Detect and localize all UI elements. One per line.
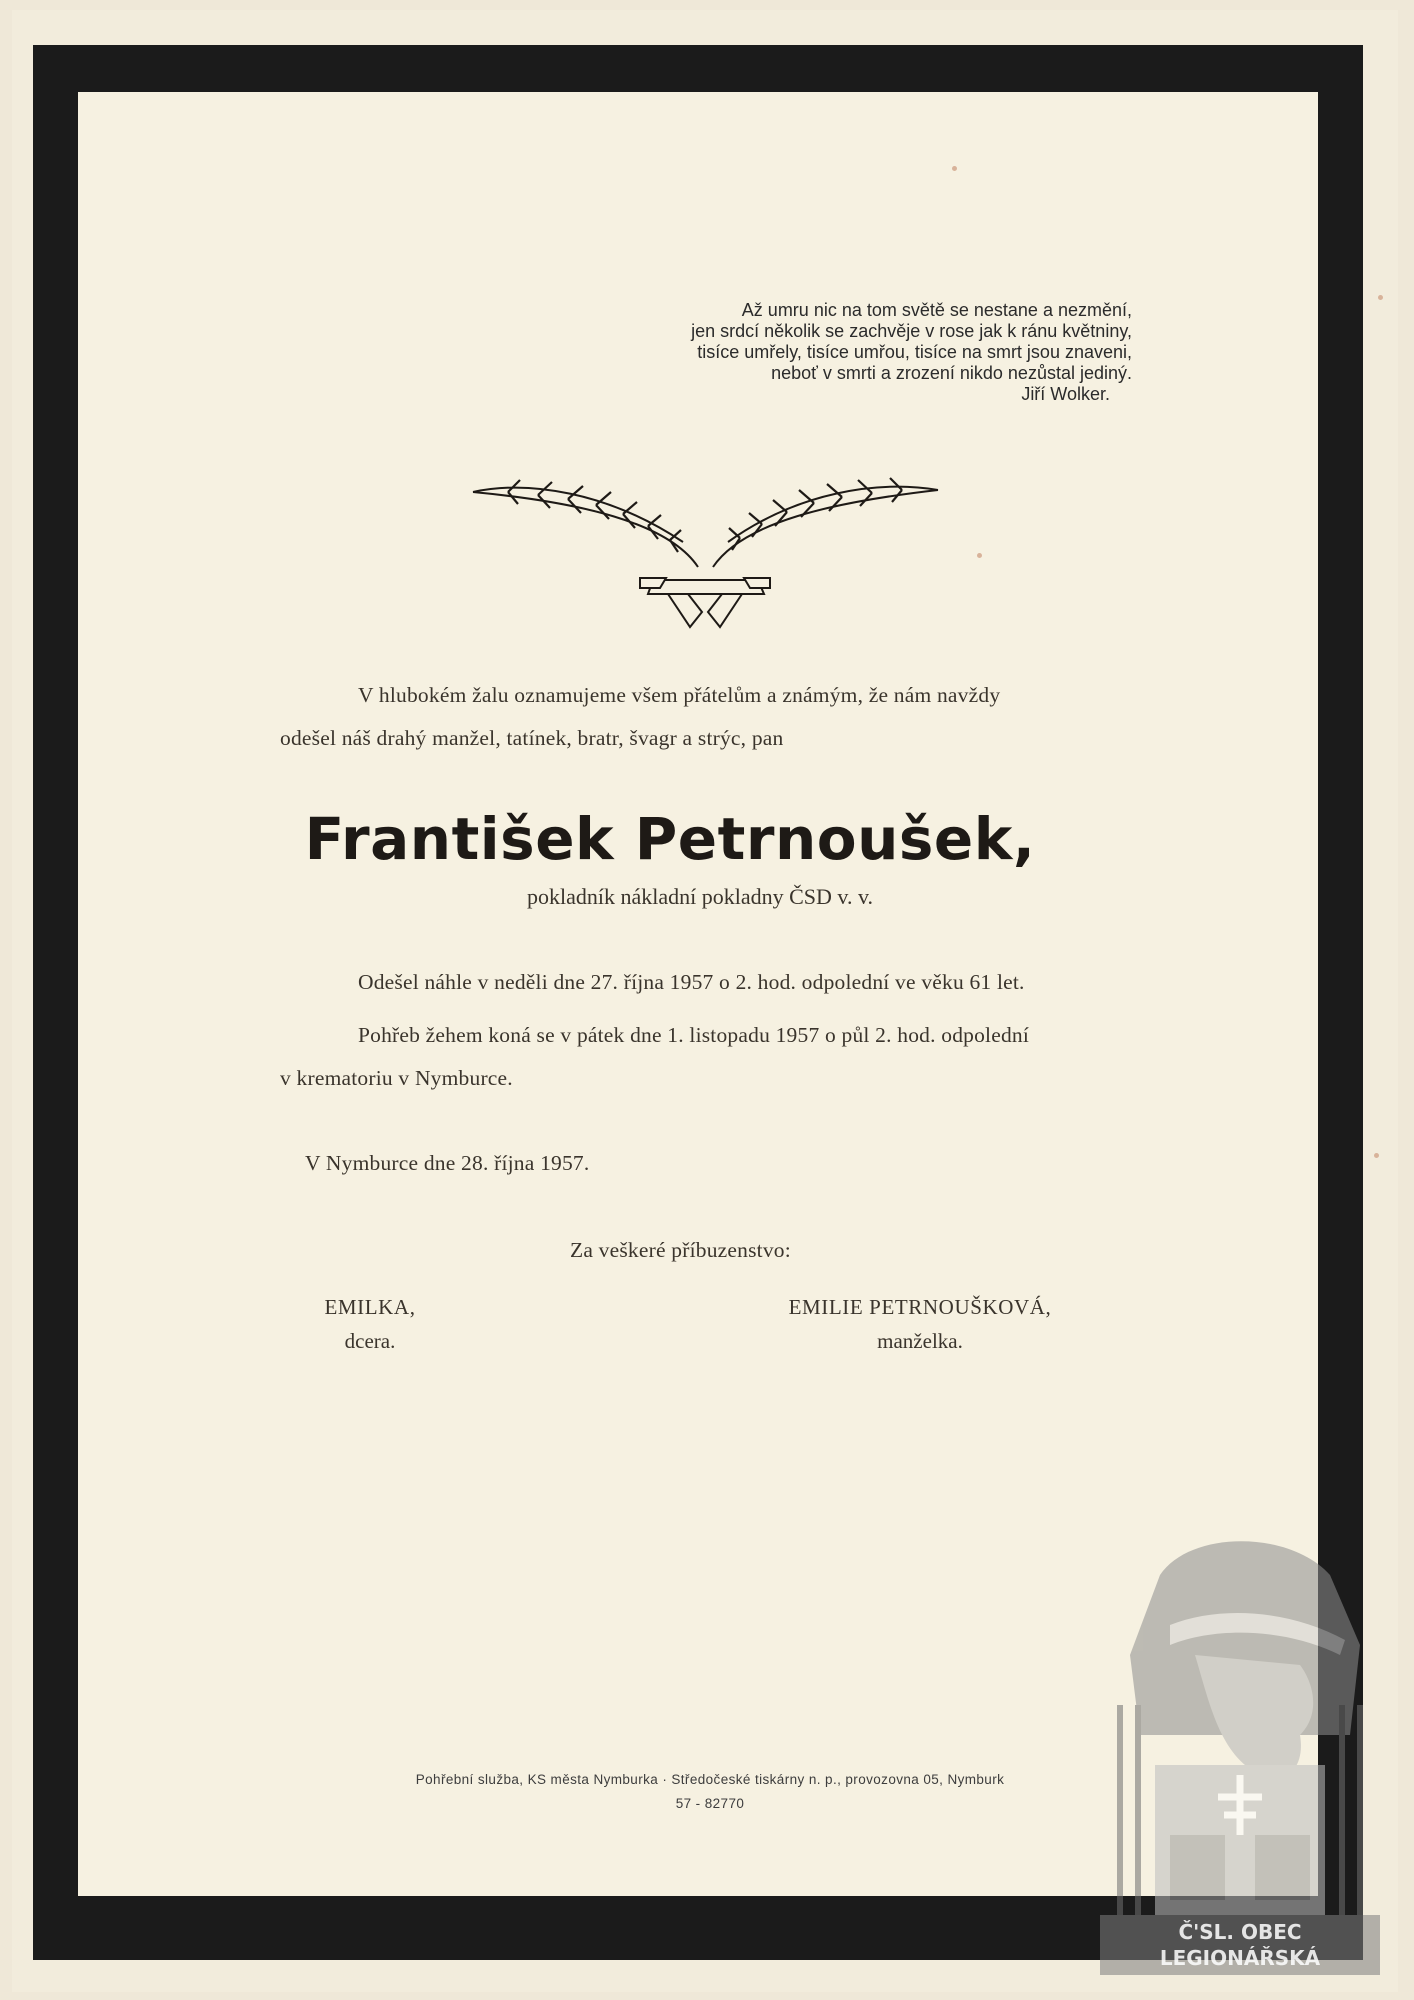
deceased-name: František Petrnoušek, <box>304 805 1036 873</box>
signatory-left <box>250 1290 490 1358</box>
poem-line: Až umru nic na tom světě se nestane a nezmění, <box>741 300 1132 320</box>
poem-author: Jiří Wolker. <box>1021 384 1110 404</box>
announcement-line-2: odešel náš drahý manžel, tatínek, bratr, švagr a strýc, pan <box>280 726 784 750</box>
printer-line: Pohřební služba, KS města Nymburka · Středočeské tiskárny n. p., provozovna 05, Nymburk <box>415 1772 1005 1787</box>
signatory-right-name: EMILIE PETRNOUŠKOVÁ, <box>788 1295 1052 1319</box>
funeral-line-2: v krematoriu v Nymburce. <box>280 1066 513 1090</box>
paper-speck <box>1374 1153 1379 1158</box>
death-details: Odešel náhle v neděli dne 27. října 1957 o 2. hod. odpolední ve věku 61 let. <box>358 970 1025 994</box>
signatory-right-relation: manželka. <box>877 1329 963 1353</box>
funeral-line-1: Pohřeb žehem koná se v pátek dne 1. listopadu 1957 o půl 2. hod. odpolední <box>358 1023 1030 1047</box>
signatories-heading: Za veškeré příbuzenstvo: <box>570 1238 791 1262</box>
signatory-right <box>740 1290 1100 1358</box>
watermark-text-line-1: Č'SL. OBEC <box>1178 1920 1302 1944</box>
poem-line: tisíce umřely, tisíce umřou, tisíce na smrt jsou znaveni, <box>697 342 1132 362</box>
place-and-date: V Nymburce dne 28. října 1957. <box>305 1151 590 1175</box>
deceased-occupation: pokladník nákladní pokladny ČSD v. v. <box>526 884 874 909</box>
paper-speck <box>952 166 957 171</box>
poem-line: jen srdcí několik se zachvěje v rose jak k ránu květniny, <box>691 321 1132 341</box>
palm-fronds-ribbon-icon <box>468 462 942 630</box>
signatory-left-name: EMILKA, <box>324 1295 416 1319</box>
announcement-line-1: V hlubokém žalu oznamujeme všem přátelům a známým, že nám navždy <box>358 683 1001 707</box>
signatory-left-relation: dcera. <box>344 1329 396 1353</box>
paper-speck <box>1378 295 1383 300</box>
poem-line: neboť v smrti a zrození nikdo nezůstal jediný. <box>771 363 1132 383</box>
print-number: 57 - 82770 <box>675 1796 745 1811</box>
watermark-text-line-2: LEGIONÁŘSKÁ <box>1159 1946 1321 1970</box>
legionnaire-emblem-icon <box>1100 1535 1380 1975</box>
printer-imprint <box>300 1768 1120 1816</box>
epigraph-poem <box>612 300 1132 405</box>
paper-speck <box>977 553 982 558</box>
